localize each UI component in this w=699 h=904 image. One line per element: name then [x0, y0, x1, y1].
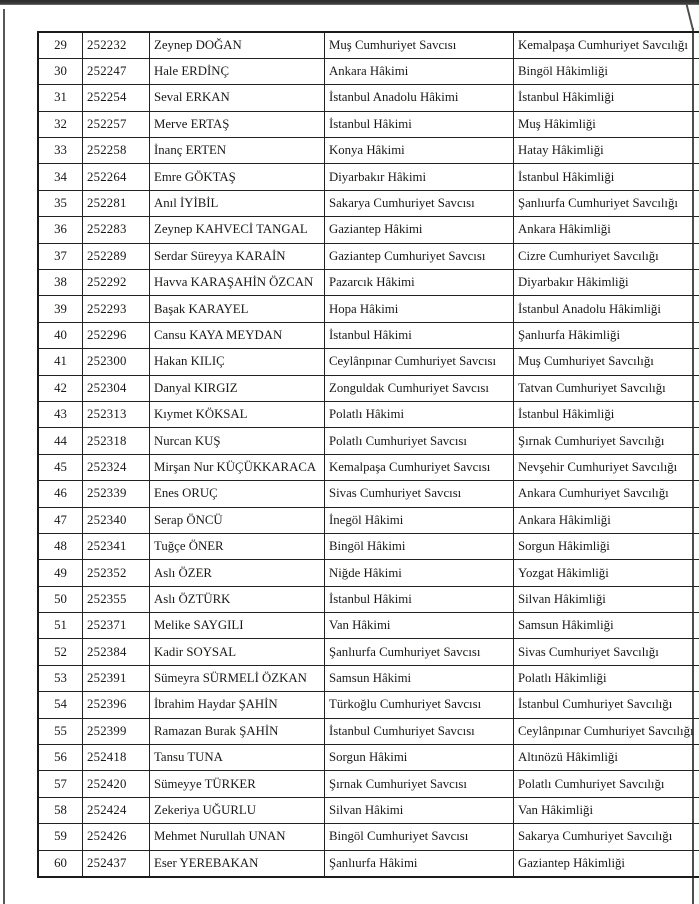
registry-number-cell: 252247	[83, 58, 150, 84]
table-row	[38, 639, 699, 665]
registry-number-cell: 252254	[83, 85, 150, 111]
scan-right-edge-curve	[686, 4, 699, 30]
new-post-cell: İstanbul Hâkimliği	[514, 85, 699, 111]
new-post-cell: Hatay Hâkimliği	[514, 138, 699, 164]
assignments-table-body	[38, 32, 699, 877]
registry-number-cell: 252352	[83, 560, 150, 586]
table-row	[38, 111, 699, 137]
row-number-cell: 46	[38, 481, 83, 507]
current-post-cell: İstanbul Hâkimi	[325, 586, 514, 612]
table-row	[38, 375, 699, 401]
new-post-cell: Sivas Cumhuriyet Savcılığı	[514, 639, 699, 665]
row-number-cell: 44	[38, 428, 83, 454]
registry-number-cell: 252324	[83, 454, 150, 480]
registry-number-cell: 252232	[83, 32, 150, 58]
name-cell: Tansu TUNA	[150, 745, 325, 771]
registry-number-cell: 252384	[83, 639, 150, 665]
new-post-cell: Şırnak Cumhuriyet Savcılığı	[514, 428, 699, 454]
name-cell: Serdar Süreyya KARAİN	[150, 243, 325, 269]
name-cell: Tuğçe ÖNER	[150, 533, 325, 559]
new-post-cell: Ankara Hâkimliği	[514, 217, 699, 243]
registry-number-cell: 252300	[83, 349, 150, 375]
current-post-cell: Ceylânpınar Cumhuriyet Savcısı	[325, 349, 514, 375]
row-number-cell: 59	[38, 824, 83, 850]
table-row	[38, 586, 699, 612]
row-number-cell: 34	[38, 164, 83, 190]
new-post-cell: Polatlı Cumhuriyet Savcılığı	[514, 771, 699, 797]
current-post-cell: Konya Hâkimi	[325, 138, 514, 164]
row-number-cell: 30	[38, 58, 83, 84]
row-number-cell: 42	[38, 375, 83, 401]
registry-number-cell: 252296	[83, 322, 150, 348]
name-cell: Ramazan Burak ŞAHİN	[150, 718, 325, 744]
table-row	[38, 507, 699, 533]
row-number-cell: 40	[38, 322, 83, 348]
new-post-cell: Gaziantep Hâkimliği	[514, 850, 699, 876]
new-post-cell: Cizre Cumhuriyet Savcılığı	[514, 243, 699, 269]
row-number-cell: 41	[38, 349, 83, 375]
table-row	[38, 533, 699, 559]
new-post-cell: Ankara Hâkimliği	[514, 507, 699, 533]
new-post-cell: Altınözü Hâkimliği	[514, 745, 699, 771]
name-cell: Melike SAYGILI	[150, 613, 325, 639]
registry-number-cell: 252293	[83, 296, 150, 322]
row-number-cell: 51	[38, 613, 83, 639]
current-post-cell: İstanbul Cumhuriyet Savcısı	[325, 718, 514, 744]
name-cell: Kıymet KÖKSAL	[150, 401, 325, 427]
registry-number-cell: 252340	[83, 507, 150, 533]
scan-top-edge	[0, 0, 699, 5]
new-post-cell: Ceylânpınar Cumhuriyet Savcılığı	[514, 718, 699, 744]
current-post-cell: Gaziantep Hâkimi	[325, 217, 514, 243]
new-post-cell: Bingöl Hâkimliği	[514, 58, 699, 84]
new-post-cell: İstanbul Hâkimliği	[514, 164, 699, 190]
table-row	[38, 32, 699, 58]
row-number-cell: 39	[38, 296, 83, 322]
current-post-cell: Gaziantep Cumhuriyet Savcısı	[325, 243, 514, 269]
row-number-cell: 43	[38, 401, 83, 427]
name-cell: İbrahim Haydar ŞAHİN	[150, 692, 325, 718]
new-post-cell: Samsun Hâkimliği	[514, 613, 699, 639]
table-row	[38, 164, 699, 190]
table-row	[38, 296, 699, 322]
name-cell: Danyal KIRGIZ	[150, 375, 325, 401]
new-post-cell: Van Hâkimliği	[514, 797, 699, 823]
new-post-cell: Şanlıurfa Hâkimliği	[514, 322, 699, 348]
scan-left-edge	[3, 9, 5, 904]
row-number-cell: 54	[38, 692, 83, 718]
row-number-cell: 57	[38, 771, 83, 797]
current-post-cell: İstanbul Anadolu Hâkimi	[325, 85, 514, 111]
table-row	[38, 322, 699, 348]
table-row	[38, 797, 699, 823]
table-row	[38, 824, 699, 850]
row-number-cell: 49	[38, 560, 83, 586]
registry-number-cell: 252371	[83, 613, 150, 639]
current-post-cell: Bingöl Cumhuriyet Savcısı	[325, 824, 514, 850]
current-post-cell: Silvan Hâkimi	[325, 797, 514, 823]
name-cell: Cansu KAYA MEYDAN	[150, 322, 325, 348]
row-number-cell: 55	[38, 718, 83, 744]
row-number-cell: 31	[38, 85, 83, 111]
registry-number-cell: 252313	[83, 401, 150, 427]
current-post-cell: Zonguldak Cumhuriyet Savcısı	[325, 375, 514, 401]
name-cell: Sümeyye TÜRKER	[150, 771, 325, 797]
new-post-cell: Tatvan Cumhuriyet Savcılığı	[514, 375, 699, 401]
name-cell: Aslı ÖZER	[150, 560, 325, 586]
row-number-cell: 52	[38, 639, 83, 665]
row-number-cell: 29	[38, 32, 83, 58]
new-post-cell: Sakarya Cumhuriyet Savcılığı	[514, 824, 699, 850]
table-row	[38, 217, 699, 243]
name-cell: Kadir SOYSAL	[150, 639, 325, 665]
new-post-cell: İstanbul Hâkimliği	[514, 401, 699, 427]
registry-number-cell: 252264	[83, 164, 150, 190]
new-post-cell: Silvan Hâkimliği	[514, 586, 699, 612]
name-cell: Hale ERDİNÇ	[150, 58, 325, 84]
registry-number-cell: 252437	[83, 850, 150, 876]
new-post-cell: Muş Hâkimliği	[514, 111, 699, 137]
name-cell: Başak KARAYEL	[150, 296, 325, 322]
current-post-cell: Samsun Hâkimi	[325, 665, 514, 691]
current-post-cell: Polatlı Hâkimi	[325, 401, 514, 427]
new-post-cell: Sorgun Hâkimliği	[514, 533, 699, 559]
current-post-cell: İstanbul Hâkimi	[325, 322, 514, 348]
table-row	[38, 771, 699, 797]
name-cell: Mehmet Nurullah UNAN	[150, 824, 325, 850]
row-number-cell: 35	[38, 190, 83, 216]
current-post-cell: İnegöl Hâkimi	[325, 507, 514, 533]
row-number-cell: 58	[38, 797, 83, 823]
row-number-cell: 56	[38, 745, 83, 771]
row-number-cell: 53	[38, 665, 83, 691]
current-post-cell: Bingöl Hâkimi	[325, 533, 514, 559]
registry-number-cell: 252341	[83, 533, 150, 559]
name-cell: Enes ORUÇ	[150, 481, 325, 507]
registry-number-cell: 252258	[83, 138, 150, 164]
table-row	[38, 692, 699, 718]
registry-number-cell: 252283	[83, 217, 150, 243]
new-post-cell: İstanbul Anadolu Hâkimliği	[514, 296, 699, 322]
table-row	[38, 58, 699, 84]
name-cell: Merve ERTAŞ	[150, 111, 325, 137]
new-post-cell: Yozgat Hâkimliği	[514, 560, 699, 586]
table-row	[38, 190, 699, 216]
name-cell: İnanç ERTEN	[150, 138, 325, 164]
current-post-cell: Şanlıurfa Cumhuriyet Savcısı	[325, 639, 514, 665]
current-post-cell: Şanlıurfa Hâkimi	[325, 850, 514, 876]
registry-number-cell: 252424	[83, 797, 150, 823]
table-row	[38, 454, 699, 480]
new-post-cell: Ankara Cumhuriyet Savcılığı	[514, 481, 699, 507]
name-cell: Nurcan KUŞ	[150, 428, 325, 454]
name-cell: Serap ÖNCÜ	[150, 507, 325, 533]
registry-number-cell: 252391	[83, 665, 150, 691]
registry-number-cell: 252289	[83, 243, 150, 269]
row-number-cell: 47	[38, 507, 83, 533]
table-row	[38, 428, 699, 454]
name-cell: Sümeyra SÜRMELİ ÖZKAN	[150, 665, 325, 691]
table-row	[38, 745, 699, 771]
current-post-cell: Van Hâkimi	[325, 613, 514, 639]
name-cell: Zeynep KAHVECİ TANGAL	[150, 217, 325, 243]
new-post-cell: Kemalpaşa Cumhuriyet Savcılığı	[514, 32, 699, 58]
name-cell: Aslı ÖZTÜRK	[150, 586, 325, 612]
row-number-cell: 60	[38, 850, 83, 876]
registry-number-cell: 252257	[83, 111, 150, 137]
name-cell: Hakan KILIÇ	[150, 349, 325, 375]
registry-number-cell: 252281	[83, 190, 150, 216]
current-post-cell: Muş Cumhuriyet Savcısı	[325, 32, 514, 58]
registry-number-cell: 252339	[83, 481, 150, 507]
new-post-cell: Diyarbakır Hâkimliği	[514, 270, 699, 296]
current-post-cell: Niğde Hâkimi	[325, 560, 514, 586]
row-number-cell: 33	[38, 138, 83, 164]
row-number-cell: 50	[38, 586, 83, 612]
new-post-cell: Polatlı Hâkimliği	[514, 665, 699, 691]
new-post-cell: Muş Cumhuriyet Savcılığı	[514, 349, 699, 375]
name-cell: Zekeriya UĞURLU	[150, 797, 325, 823]
registry-number-cell: 252292	[83, 270, 150, 296]
table-row	[38, 138, 699, 164]
table-row	[38, 349, 699, 375]
current-post-cell: Sorgun Hâkimi	[325, 745, 514, 771]
row-number-cell: 48	[38, 533, 83, 559]
table-row	[38, 560, 699, 586]
registry-number-cell: 252304	[83, 375, 150, 401]
registry-number-cell: 252399	[83, 718, 150, 744]
name-cell: Zeynep DOĞAN	[150, 32, 325, 58]
name-cell: Havva KARAŞAHİN ÖZCAN	[150, 270, 325, 296]
table-row	[38, 270, 699, 296]
row-number-cell: 32	[38, 111, 83, 137]
registry-number-cell: 252396	[83, 692, 150, 718]
current-post-cell: Polatlı Cumhuriyet Savcısı	[325, 428, 514, 454]
current-post-cell: İstanbul Hâkimi	[325, 111, 514, 137]
table-row	[38, 481, 699, 507]
table-row	[38, 718, 699, 744]
name-cell: Eser YEREBAKAN	[150, 850, 325, 876]
new-post-cell: Şanlıurfa Cumhuriyet Savcılığı	[514, 190, 699, 216]
table-row	[38, 243, 699, 269]
current-post-cell: Hopa Hâkimi	[325, 296, 514, 322]
table-row	[38, 401, 699, 427]
registry-number-cell: 252426	[83, 824, 150, 850]
row-number-cell: 38	[38, 270, 83, 296]
row-number-cell: 36	[38, 217, 83, 243]
current-post-cell: Sakarya Cumhuriyet Savcısı	[325, 190, 514, 216]
table-row	[38, 850, 699, 876]
table-row	[38, 665, 699, 691]
table-row	[38, 85, 699, 111]
judicial-assignments-table	[37, 31, 699, 878]
new-post-cell: İstanbul Cumhuriyet Savcılığı	[514, 692, 699, 718]
registry-number-cell: 252318	[83, 428, 150, 454]
name-cell: Emre GÖKTAŞ	[150, 164, 325, 190]
current-post-cell: Sivas Cumhuriyet Savcısı	[325, 481, 514, 507]
registry-number-cell: 252355	[83, 586, 150, 612]
registry-number-cell: 252418	[83, 745, 150, 771]
name-cell: Seval ERKAN	[150, 85, 325, 111]
row-number-cell: 37	[38, 243, 83, 269]
current-post-cell: Şırnak Cumhuriyet Savcısı	[325, 771, 514, 797]
current-post-cell: Türkoğlu Cumhuriyet Savcısı	[325, 692, 514, 718]
name-cell: Anıl İYİBİL	[150, 190, 325, 216]
current-post-cell: Diyarbakır Hâkimi	[325, 164, 514, 190]
current-post-cell: Pazarcık Hâkimi	[325, 270, 514, 296]
name-cell: Mirşan Nur KÜÇÜKKARACA	[150, 454, 325, 480]
new-post-cell: Nevşehir Cumhuriyet Savcılığı	[514, 454, 699, 480]
table-row	[38, 613, 699, 639]
row-number-cell: 45	[38, 454, 83, 480]
current-post-cell: Kemalpaşa Cumhuriyet Savcısı	[325, 454, 514, 480]
registry-number-cell: 252420	[83, 771, 150, 797]
current-post-cell: Ankara Hâkimi	[325, 58, 514, 84]
